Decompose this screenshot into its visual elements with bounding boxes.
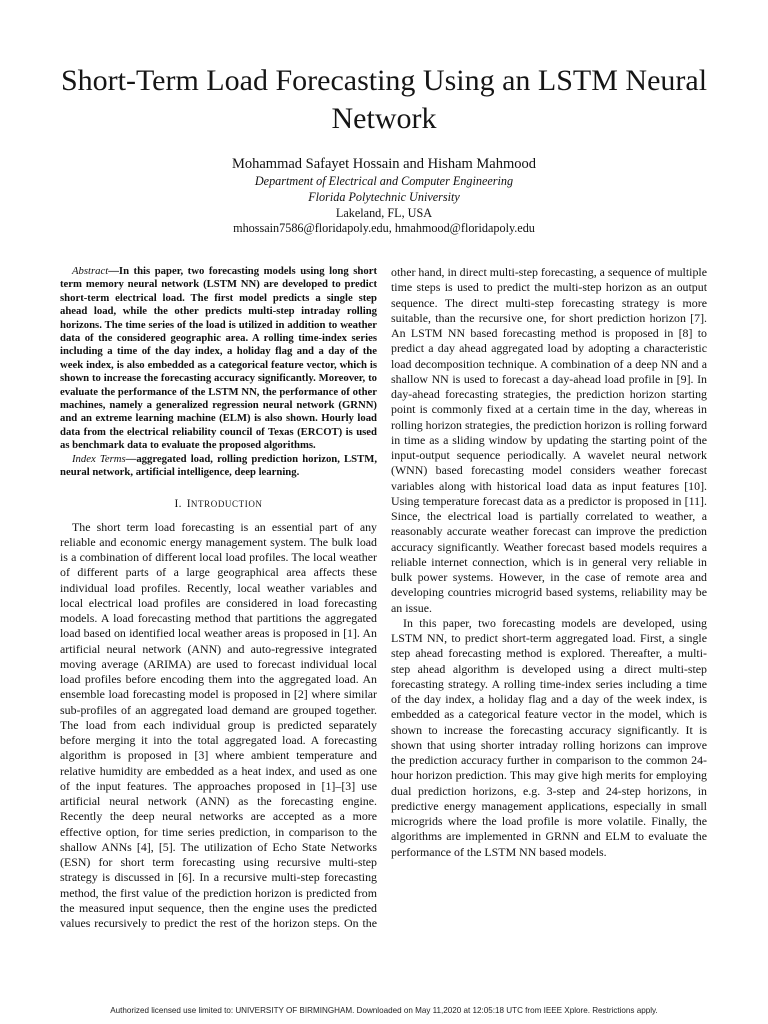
left-column [60, 265, 377, 931]
index-terms [60, 453, 377, 480]
index-terms-text: —aggregated load, rolling prediction horizon, LSTM, neural network, artificial intelligence, deep learning. [60, 452, 377, 479]
paper-title: Short-Term Load Forecasting Using an LSTM Neural Network [60, 64, 708, 135]
author-university: Florida Polytechnic University [308, 190, 460, 204]
right-column [391, 265, 707, 860]
abstract-label: Abstract [72, 265, 109, 277]
download-footer: Authorized licensed use limited to: UNIVERSITY OF BIRMINGHAM. Downloaded on May 11,2020 at 12:05:18 UTC from IEEE Xplore. Restrictions apply. [110, 1006, 658, 1015]
section-title-rest: NTRODUCTION [190, 498, 263, 509]
body-paragraph-continued: other hand, in direct multi-step forecasting, a sequence of multiple time steps is used to predict the multi-step horizon as an output sequence. The direct multi-step forecasting strategy is more suitable, than the recursive one, for short prediction horizon [7]. An LSTM NN based forecasting method is proposed in [8] to predict a day ahead aggregated load by adopting a characteristic load decomposition technique. A combination of a deep NN and a shallow NN is used to forecast a day-ahead load profile in [9]. In day-ahead forecasting strategies, the prediction horizon starting point is commonly fixed at a certain time in the day, whereas in rolling horizon strategies, the prediction horizon is rolling forward in time as a sliding window by updating the starting point of the input-output sequence periodically. A wavelet neural network (WNN) based forecasting model considers weather forecast variables along with historical load data as input features [10]. Using temperature forecast data as a predictor is proposed in [11]. Since, the electrical load is partially correlated to weather, a reasonably accurate weather forecast can improve the prediction accuracy significantly. Weather forecast based models requires a reliable internet connection, which is in general very reliable in bulk power systems. However, in the case of remote area and developing countries microgrid based systems, reliability may be an issue. [391, 265, 708, 615]
abstract-text: —In this paper, two forecasting models using long short term memory neural network (LSTM NN) are developed to predict short-term electrical load. The first model predicts a single step ahead load, while the other predicts multi-step intraday rolling horizons. The time series of the load is utilized in addition to weather data of the considered geographic area. A rolling time-index series including a time of the day index, a holiday flag and a day of the week index, is also embedded as a categorical feature vector, which is shown to increase the forecasting accuracy significantly. Moreover, to evaluate the performance of the LSTM NN, the performance of other machines, namely a generalized regression neural network (GRNN) and an extreme learning machine (ELM) is also shown. Hourly load data from the electrical reliability council of Texas (ERCOT) is used as benchmark data to evaluate the proposed algorithms. [60, 265, 377, 452]
author-names: Mohammad Safayet Hossain and Hisham Mahmood [231, 156, 537, 172]
intro-paragraph-1-left [60, 520, 377, 932]
body-paragraph-2: In this paper, two forecasting models are developed, using LSTM NN, to predict short-term aggregated load. First, a single step ahead forecasting method is explored. Thereafter, a multi-step ahead algorithm is developed using a direct multi-step forecasting strategy. A rolling time-index series including a time of the day index, a holiday flag and a day of the week index, is embedded as a categorical feature vector in the model, which is shown to increase the forecasting accuracy significantly. It is shown that using shorter intraday rolling horizons can improve the prediction accuracy further in comparison to the common 24-hour horizon prediction. This may give high merits for employing dual prediction horizons, e.g. 3-step and 24-step horizons, in predictive energy management applications, especially in small microgrids where the load profile is more volatile. Finally, the algorithms are implemented in GRNN and ELM to evaluate the performance of the LSTM NN based models. [391, 615, 707, 859]
author-department: Department of Electrical and Computer Engineering [254, 174, 514, 188]
author-emails: mhossain7586@floridapoly.edu, hmahmood@floridapoly.edu [233, 221, 535, 235]
body-paragraph: The short term load forecasting is an essential part of any reliable and economic energy management system. The bulk load is a combination of different local load profiles. The local weather of different parts of a large geographical area affects these individual load profiles. Recently, local weather variables and local electrical load profiles are considered in load forecasting models. A load forecasting method that partitions the aggregated load based on identified local weather areas is proposed in [1]. An artificial neural network (ANN) and auto-regressive integrated moving average (ARIMA) are used to forecast individual local load profiles before encoding them into the aggregated load. An ensemble load forecasting model is proposed in [2] where similar sub-profiles of an aggregated load demand are grouped together. The load from each individual group is predicted separately before merging it into the total aggregated load. A forecasting algorithm is proposed in [3] where ambient temperature and relative humidity are embedded as a heat index, and used as one of the input features. The approaches proposed in [1]–[3] use artificial neural network (ANN) as the forecasting engine. Recently the deep neural networks are accepted as a more effective option, for time series prediction, in comparison to the shallow ANNs [4], [5]. The utilization of Echo State Networks (ESN) for short term forecasting using recursive multi-step strategy is discussed in [6]. In a recursive multi-step forecasting method, the first value of the prediction horizon is predicted from the measured input sequence, then the engine uses the predicted values recursively to predict the rest of the horizon steps. On the [60, 519, 377, 930]
author-location: Lakeland, FL, USA [335, 206, 433, 220]
section-title-initial: I [186, 497, 191, 510]
section-number: I. [174, 497, 182, 510]
section-heading-introduction [60, 498, 377, 510]
index-terms-label: Index Terms [72, 452, 126, 465]
abstract [60, 265, 377, 453]
